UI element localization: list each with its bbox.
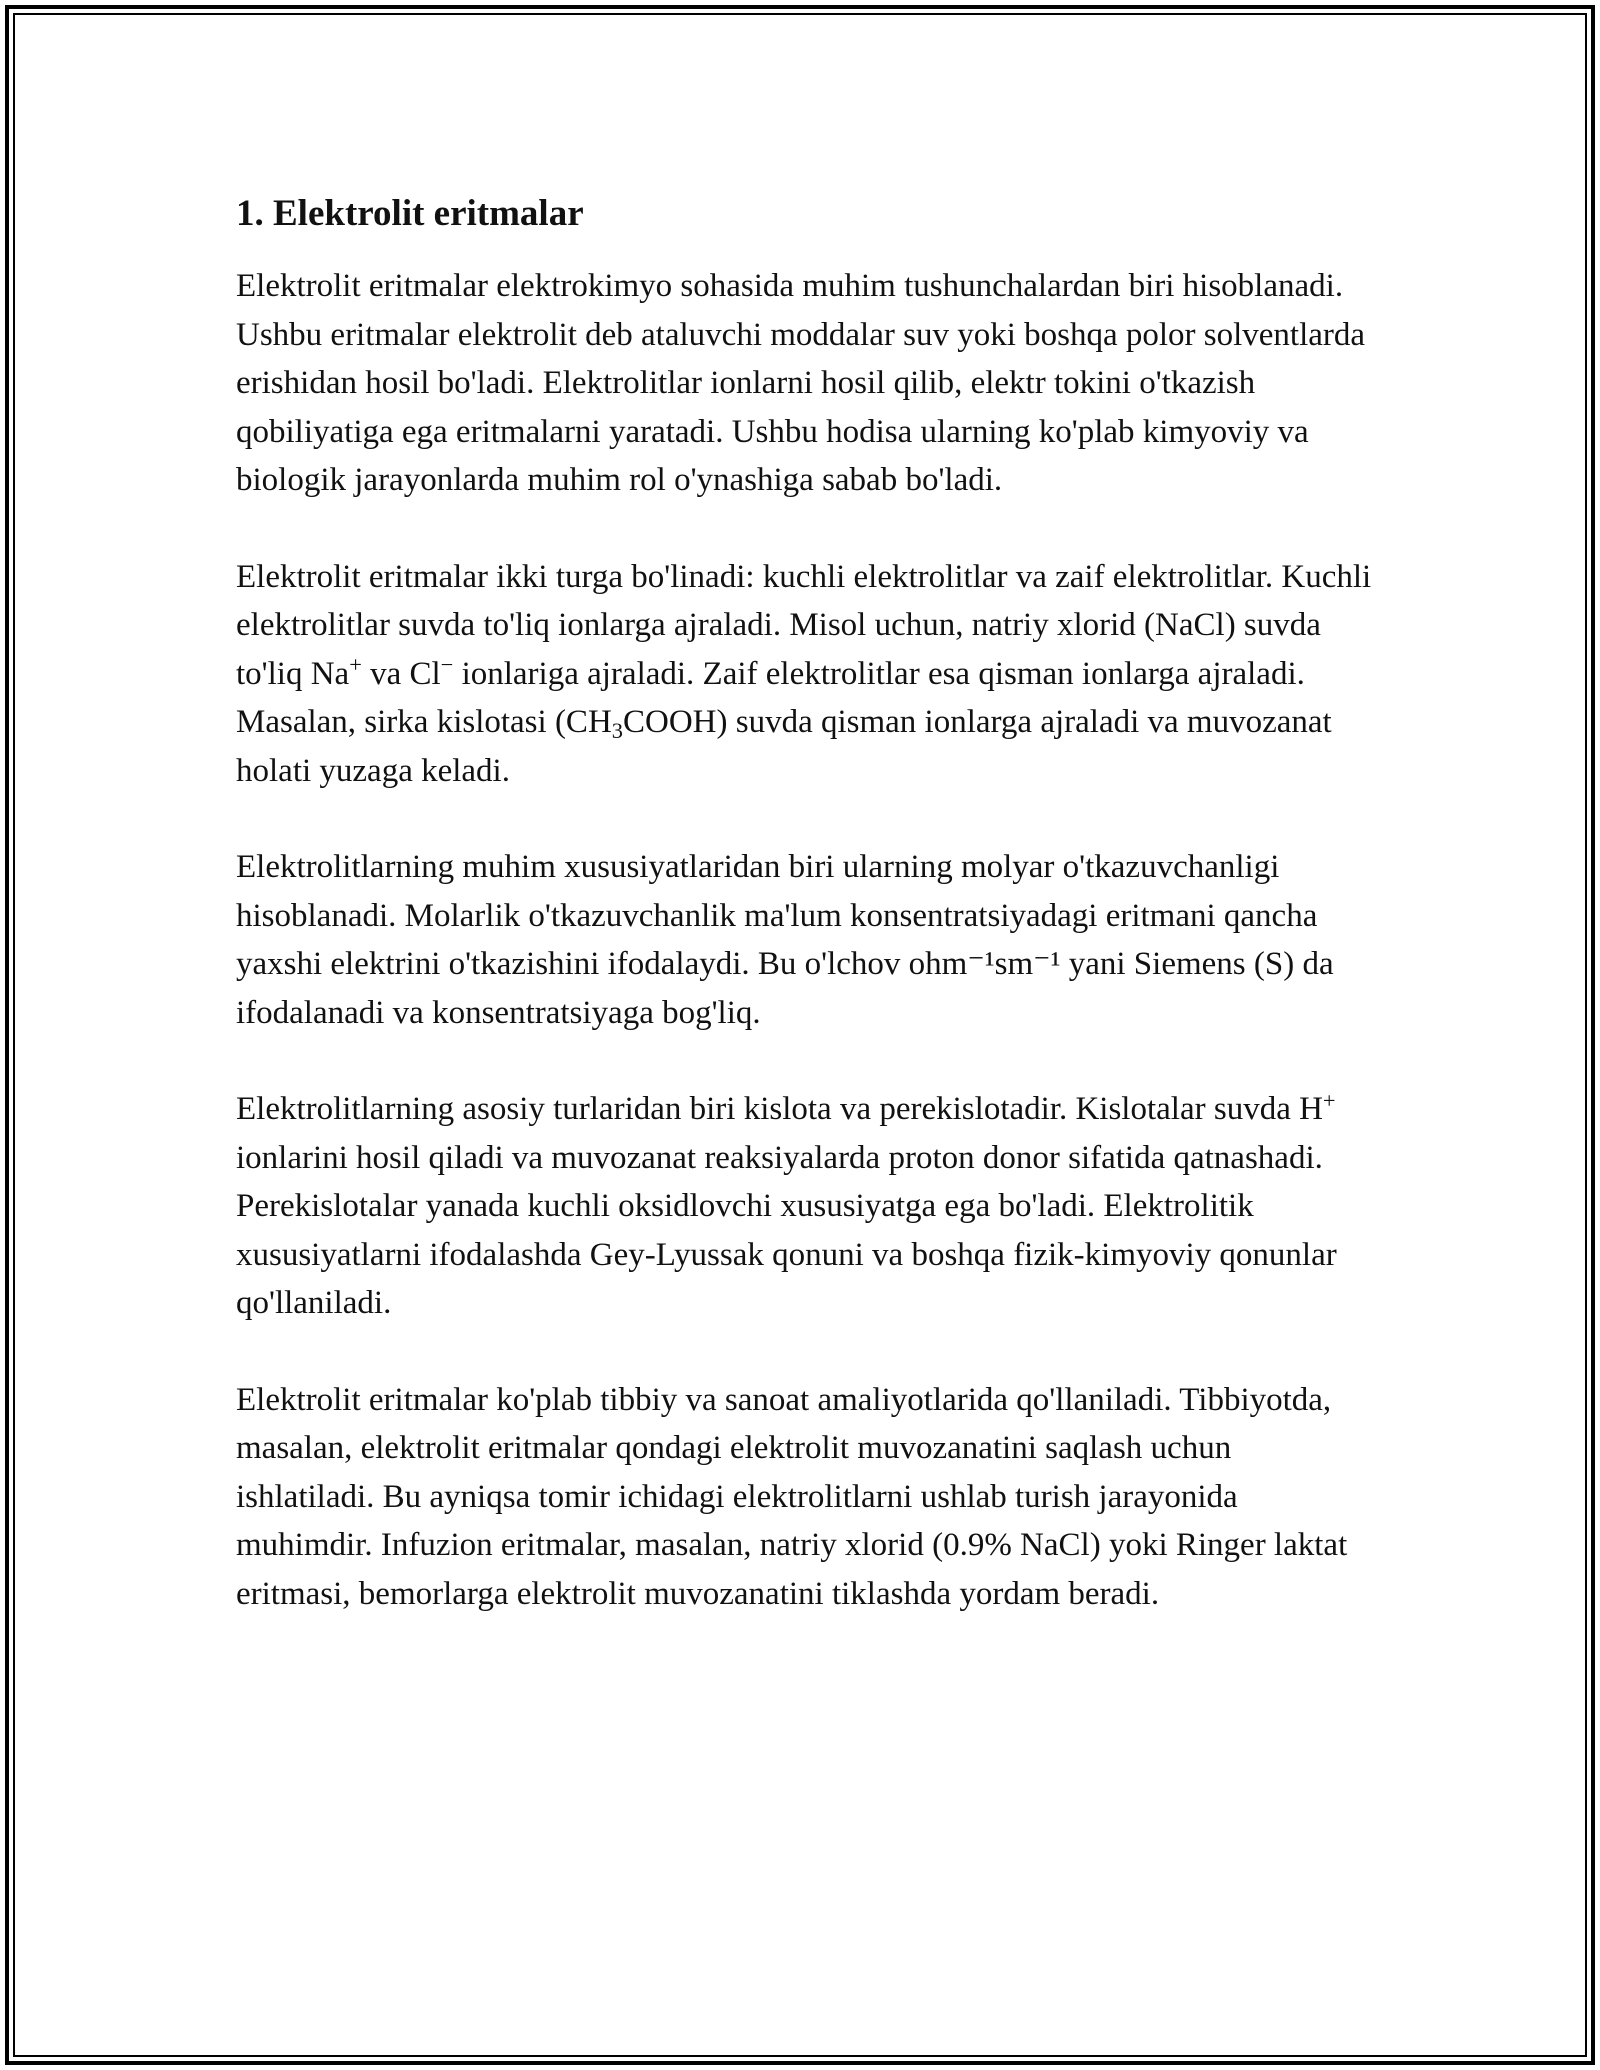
paragraph-conductivity: Elektrolitlarning muhim xususiyatlaridan biri ularning molyar o'tkazuvchanligi hisoblanadi. Molarlik o'tkazuvchanlik ma'lum konsentratsiyadagi eritmani qancha yaxshi elektrini o'tkazishini ifodalaydi. Bu o'lchov ohm⁻¹sm⁻¹ yani Siemens (S) da ifodalanadi va konsentratsiyaga bog'liq. [236,849,1334,1031]
paragraph-text: ionlarini hosil qiladi va muvozanat reaksiyalarda proton donor sifatida qatnashadi. Perekislotalar yanada kuchli oksidlovchi xususiyatga ega bo'ladi. Elektrolitik xususiyatlarni ifodalashda Gey-Lyussak qonuni va boshqa fizik-kimyoviy qonunlar qo'llaniladi. [236,1139,1337,1321]
paragraph-acids [236,1085,1376,1328]
paragraph-text: va Cl [361,655,441,692]
paragraph-text: ionlariga ajraladi. Zaif elektrolitlar esa qisman ionlarga ajraladi. Masalan, sirka kislotasi (CH [236,655,1305,740]
superscript-charge: + [1322,1087,1336,1113]
paragraph-electrolyte-types [236,553,1376,796]
superscript-charge: − [440,652,454,678]
paragraph-applications: Elektrolit eritmalar ko'plab tibbiy va sanoat amaliyotlarida qo'llaniladi. Tibbiyotda, masalan, elektrolit eritmalar qondagi elektrolit muvozanatini saqlash uchun ishlatiladi. Bu ayniqsa tomir ichidagi elektrolitlarni ushlab turish jarayonida muhimdir. Infuzion eritmalar, masalan, natriy xlorid (0.9% NaCl) yoki Ringer laktat eritmasi, bemorlarga elektrolit muvozanatini tiklashda yordam beradi. [236,1381,1348,1612]
paragraph-text: Elektrolitlarning asosiy turlaridan biri kislota va perekislotadir. Kislotalar suvda H [236,1091,1323,1127]
subscript-index: 3 [611,717,623,743]
paragraph-intro: Elektrolit eritmalar elektrokimyo sohasida muhim tushunchalardan biri hisoblanadi. Ushbu eritmalar elektrolit deb ataluvchi moddalar suv yoki boshqa polor solventlarda erishidan hosil bo'ladi. Elektrolitlar ionlarni hosil qilib, elektr tokini o'tkazish qobiliyatiga ega eritmalarni yaratadi. Ushbu hodisa ularning ko'plab kimyoviy va biologik jarayonlarda muhim rol o'ynashiga sabab bo'ladi. [236,268,1366,498]
paragraph-text: COOH) suvda qisman ionlarga ajraladi va muvozanat holati yuzaga keladi. [236,704,1332,789]
paragraph-text: Elektrolit eritmalar ikki turga bo'linadi: kuchli elektrolitlar va zaif elektrolitlar. Kuchli elektrolitlar suvda to'liq ionlarga ajraladi. Misol uchun, natriy xlorid (NaCl) suvda to'liq Na [236,558,1372,692]
superscript-charge: + [349,652,362,678]
section-heading: 1. Elektrolit eritmalar [236,193,584,234]
document-body [236,186,1376,1666]
